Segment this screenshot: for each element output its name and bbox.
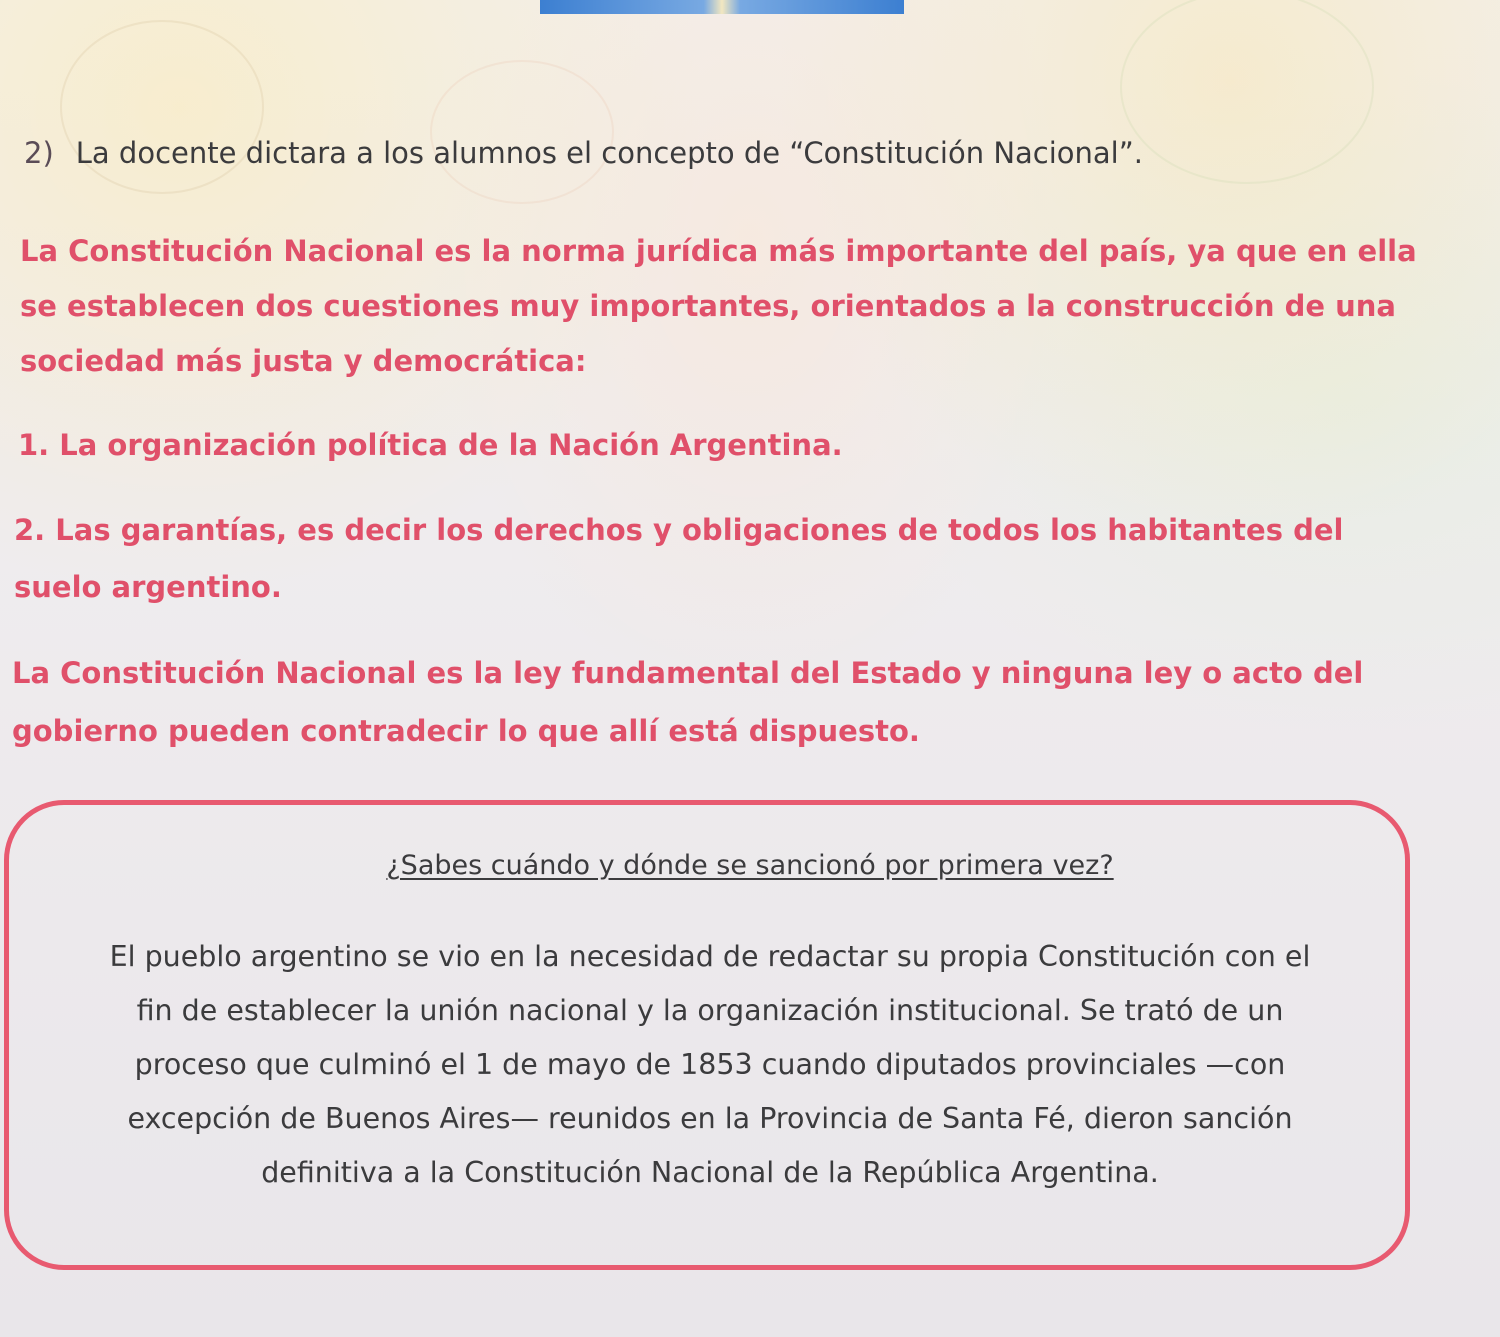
- law-line: La Constitución Nacional es la ley fundamental del Estado y ninguna ley o acto del: [12, 656, 1364, 690]
- info-box-line: fin de establecer la unión nacional y la organización institucional. Se trató de un: [136, 994, 1284, 1027]
- flag-image-strip: [540, 0, 904, 14]
- list-item-line: suelo argentino.: [14, 570, 282, 604]
- info-box-line: El pueblo argentino se vio en la necesidad de redactar su propia Constitución con el: [109, 940, 1311, 973]
- info-box-title: ¿Sabes cuándo y dónde se sancionó por primera vez?: [386, 850, 1114, 881]
- list-item-line: 2. Las garantías, es decir los derechos y obligaciones de todos los habitantes del: [14, 513, 1344, 547]
- list-item-line: 1. La organización política de la Nación Argentina.: [18, 428, 843, 462]
- fundamental-law-paragraph: [12, 644, 1363, 760]
- background-decoration: [1120, 0, 1374, 184]
- definition-line: sociedad más justa y democrática:: [20, 344, 587, 378]
- list-item-guarantees: [14, 502, 1343, 616]
- definition-line: se establecen dos cuestiones muy importantes, orientados a la construcción de una: [20, 289, 1396, 323]
- info-box-line: definitiva a la Constitución Nacional de la República Argentina.: [261, 1156, 1159, 1189]
- info-box-body: [40, 930, 1380, 1200]
- instruction-line: [24, 136, 1143, 170]
- instruction-number: 2): [24, 136, 54, 170]
- list-item-organization: [18, 418, 843, 473]
- info-box-line: excepción de Buenos Aires— reunidos en la Provincia de Santa Fé, dieron sanción: [127, 1102, 1293, 1135]
- background-decoration: [430, 60, 614, 204]
- definition-line: La Constitución Nacional es la norma jurídica más importante del país, ya que en ella: [20, 234, 1417, 268]
- info-box-line: proceso que culminó el 1 de mayo de 1853 cuando diputados provinciales —con: [134, 1048, 1286, 1081]
- definition-paragraph: [20, 224, 1417, 389]
- law-line: gobierno pueden contradecir lo que allí está dispuesto.: [12, 714, 920, 748]
- instruction-text: La docente dictara a los alumnos el concepto de “Constitución Nacional”.: [75, 136, 1143, 170]
